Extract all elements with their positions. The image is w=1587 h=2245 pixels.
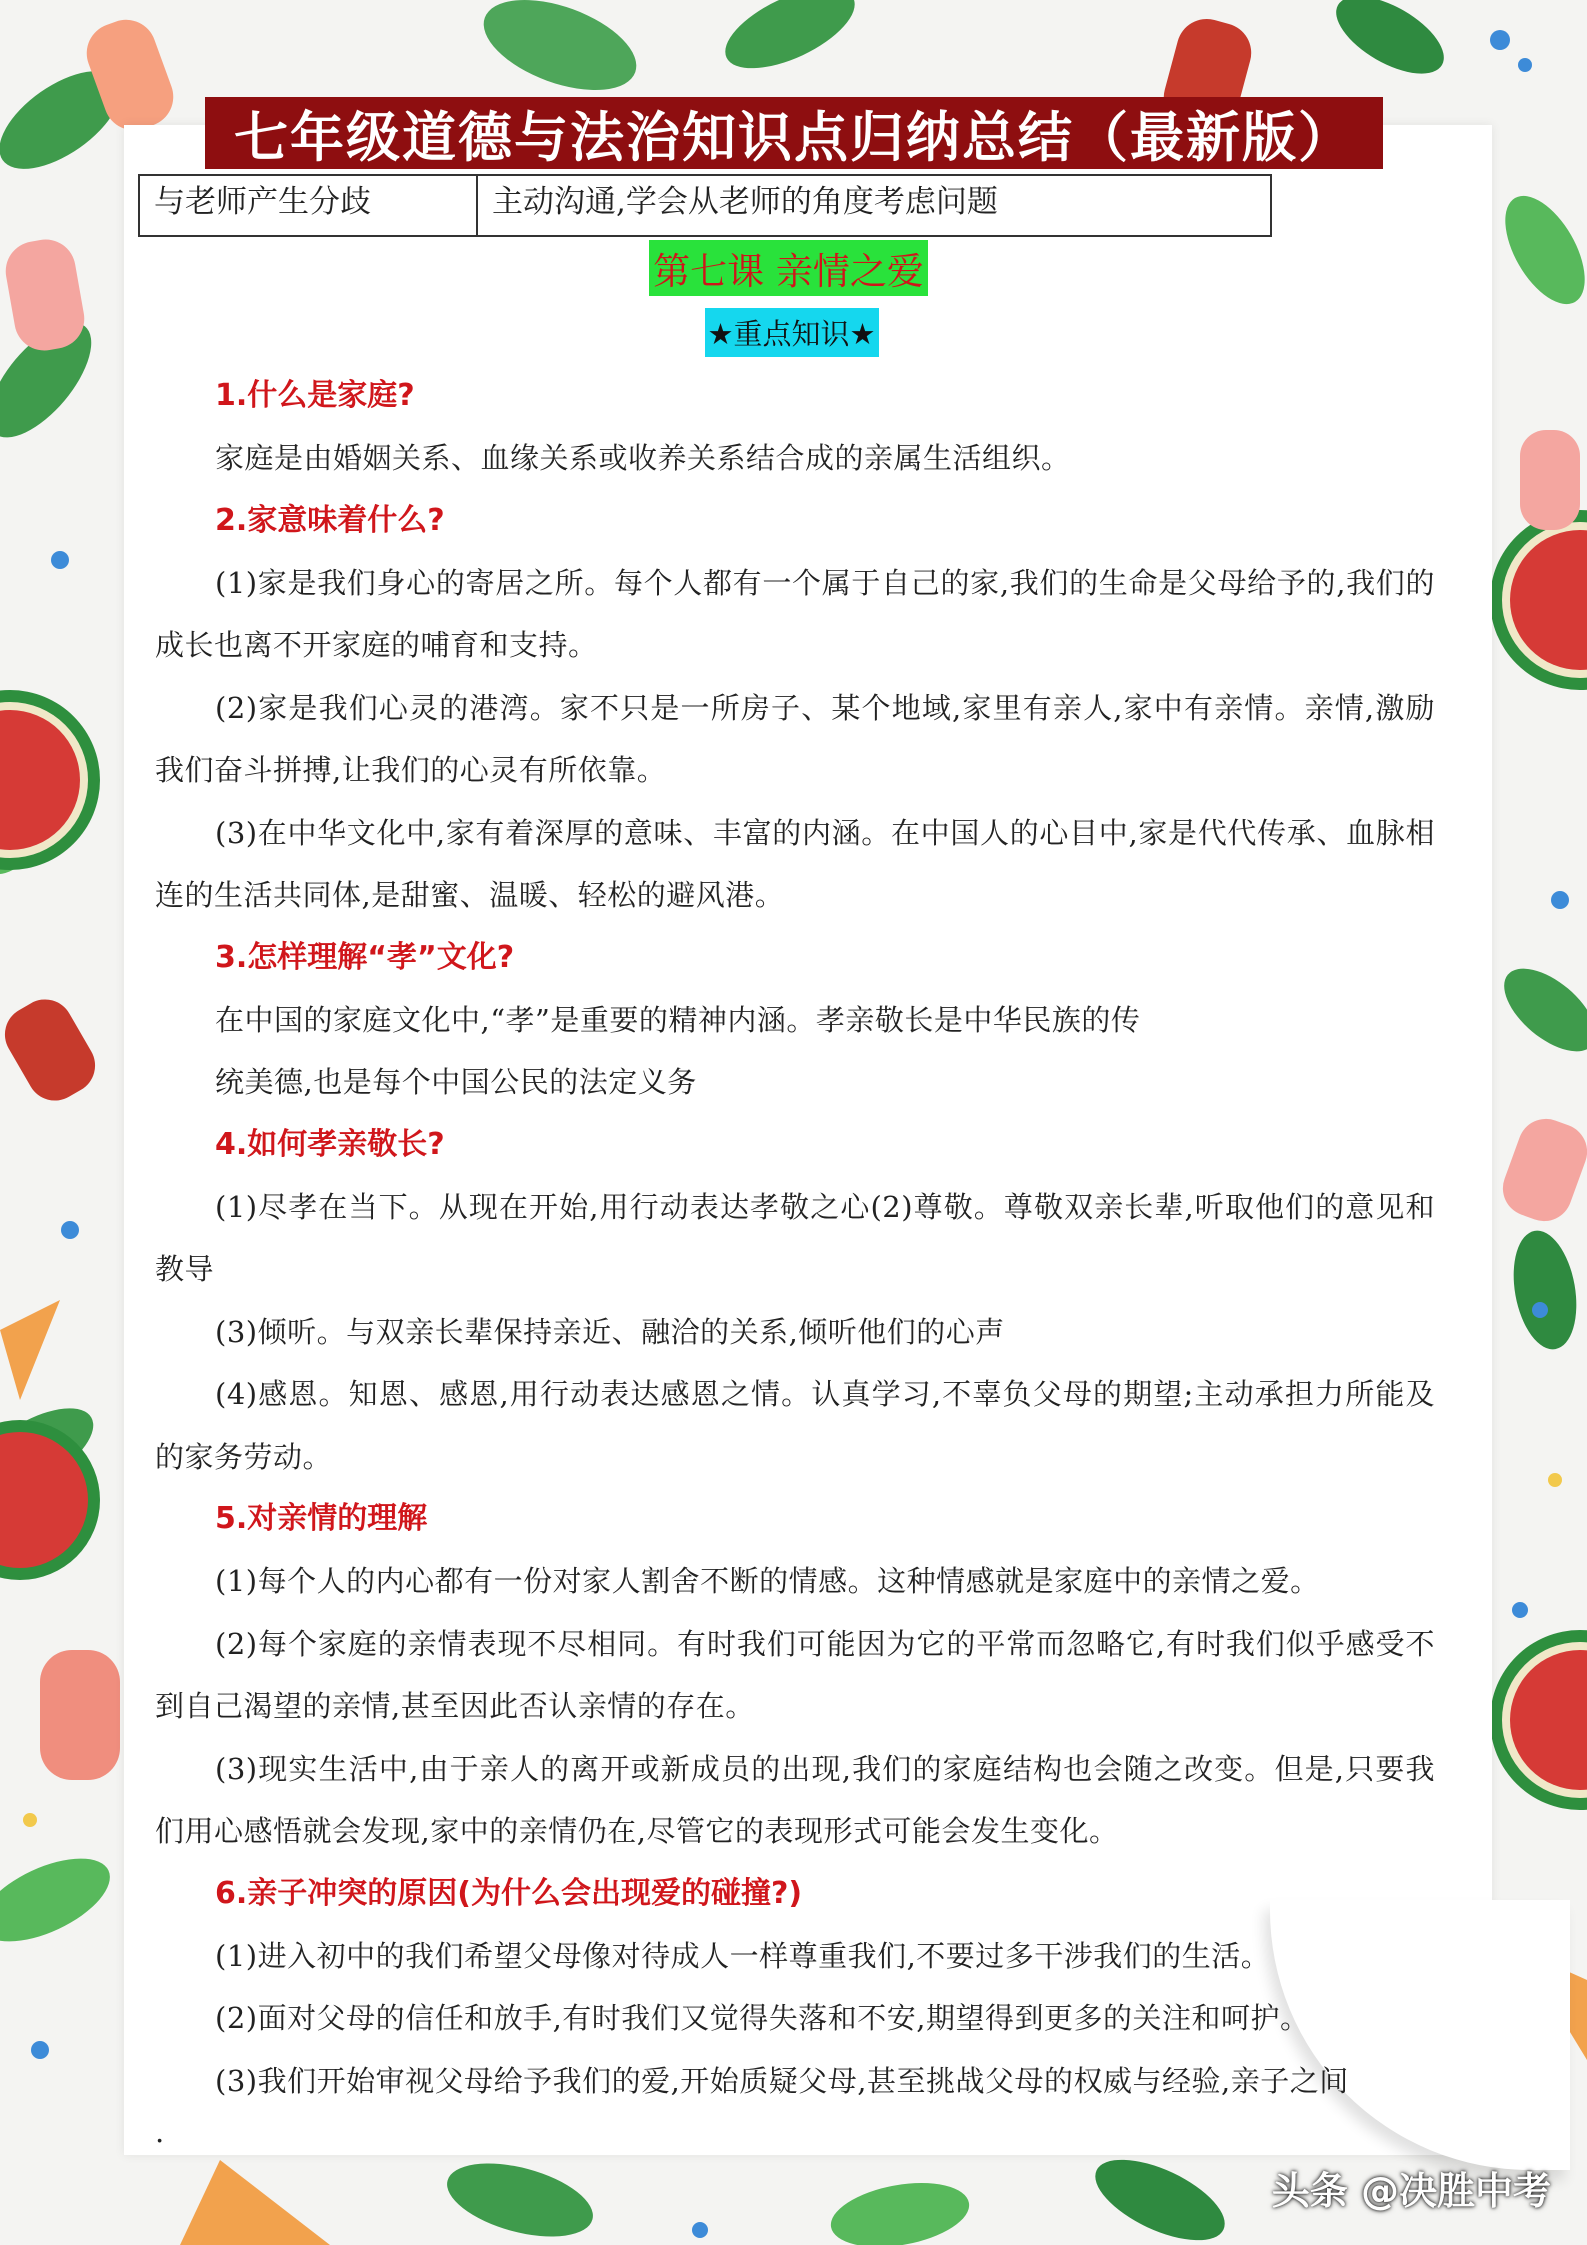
section-paragraph: (1)尽孝在当下。从现在开始,用行动表达孝敬之心(2)尊敬。尊敬双亲长辈,听取他们的意见和教导 xyxy=(155,1189,1435,1286)
section-paragraph: (3)我们开始审视父母给予我们的爱,开始质疑父母,甚至挑战父母的权威与经验,亲子之间 xyxy=(215,2063,1349,2098)
section-paragraph: (3)在中华文化中,家有着深厚的意味、丰富的内涵。在中国人的心目中,家是代代传承、血脉相连的生活共同体,是甜蜜、温暖、轻松的避风港。 xyxy=(155,815,1435,912)
trailing-mark: . xyxy=(155,2115,165,2149)
section-paragraph: (3)倾听。与双亲长辈保持亲近、融洽的关系,倾听他们的心声 xyxy=(215,1314,1005,1349)
section-heading: 1.什么是家庭? xyxy=(215,378,415,413)
table-cell-approach: 主动沟通,学会从老师的角度考虑问题 xyxy=(477,175,1271,236)
section-heading: 4.如何孝亲敬长? xyxy=(215,1126,445,1162)
key-knowledge-row xyxy=(0,308,1587,357)
section-heading: 2.家意味着什么? xyxy=(215,502,445,538)
key-knowledge-label: ★重点知识★ xyxy=(705,308,879,357)
lesson-title: 第七课 亲情之爱 xyxy=(649,240,928,296)
section-paragraph: 在中国的家庭文化中,“孝”是重要的精神内涵。孝亲敬长是中华民族的传 xyxy=(215,1002,1141,1037)
section-paragraph: (2)面对父母的信任和放手,有时我们又觉得失落和不安,期望得到更多的关注和呵护。 xyxy=(215,2001,1310,2035)
section-paragraph: (1)每个人的内心都有一份对家人割舍不断的情感。这种情感就是家庭中的亲情之爱。 xyxy=(215,1564,1320,1598)
section-paragraph: (4)感恩。知恩、感恩,用行动表达感恩之情。认真学习,不辜负父母的期望;主动承担力所能及的家务劳动。 xyxy=(155,1377,1435,1474)
table-cell-situation: 与老师产生分歧 xyxy=(139,175,477,236)
knowledge-content xyxy=(155,365,1435,2152)
section-paragraph: (1)进入初中的我们希望父母像对待成人一样尊重我们,不要过多干涉我们的生活。 xyxy=(215,1938,1271,1973)
section-heading: 5.对亲情的理解 xyxy=(215,1501,428,1536)
section-paragraph: (2)家是我们心灵的港湾。家不只是一所房子、某个地域,家里有亲人,家中有亲情。亲情,激励我们奋斗拼搏,让我们的心灵有所依靠。 xyxy=(155,690,1435,787)
section-paragraph: (1)家是我们身心的寄居之所。每个人都有一个属于自己的家,我们的生命是父母给予的,我们的成长也离不开家庭的哺育和支持。 xyxy=(155,565,1435,662)
section-paragraph: 统美德,也是每个中国公民的法定义务 xyxy=(215,1065,697,1099)
section-paragraph: 家庭是由婚姻关系、血缘关系或收养关系结合成的亲属生活组织。 xyxy=(215,441,1071,475)
source-watermark: 头条 @决胜中考 xyxy=(1271,2169,1551,2213)
page-title: 七年级道德与法治知识点归纳总结（最新版） xyxy=(205,97,1383,169)
summary-table xyxy=(138,174,1272,237)
section-heading: 3.怎样理解“孝”文化? xyxy=(215,939,515,975)
lesson-heading-row xyxy=(0,240,1587,296)
table-row xyxy=(139,175,1271,236)
section-paragraph: (2)每个家庭的亲情表现不尽相同。有时我们可能因为它的平常而忽略它,有时我们似乎感受不到自己渴望的亲情,甚至因此否认亲情的存在。 xyxy=(155,1626,1435,1723)
section-paragraph: (3)现实生活中,由于亲人的离开或新成员的出现,我们的家庭结构也会随之改变。但是,只要我们用心感悟就会发现,家中的亲情仍在,尽管它的表现形式可能会发生变化。 xyxy=(155,1751,1435,1848)
section-heading: 6.亲子冲突的原因(为什么会出现爱的碰撞?) xyxy=(215,1875,803,1911)
